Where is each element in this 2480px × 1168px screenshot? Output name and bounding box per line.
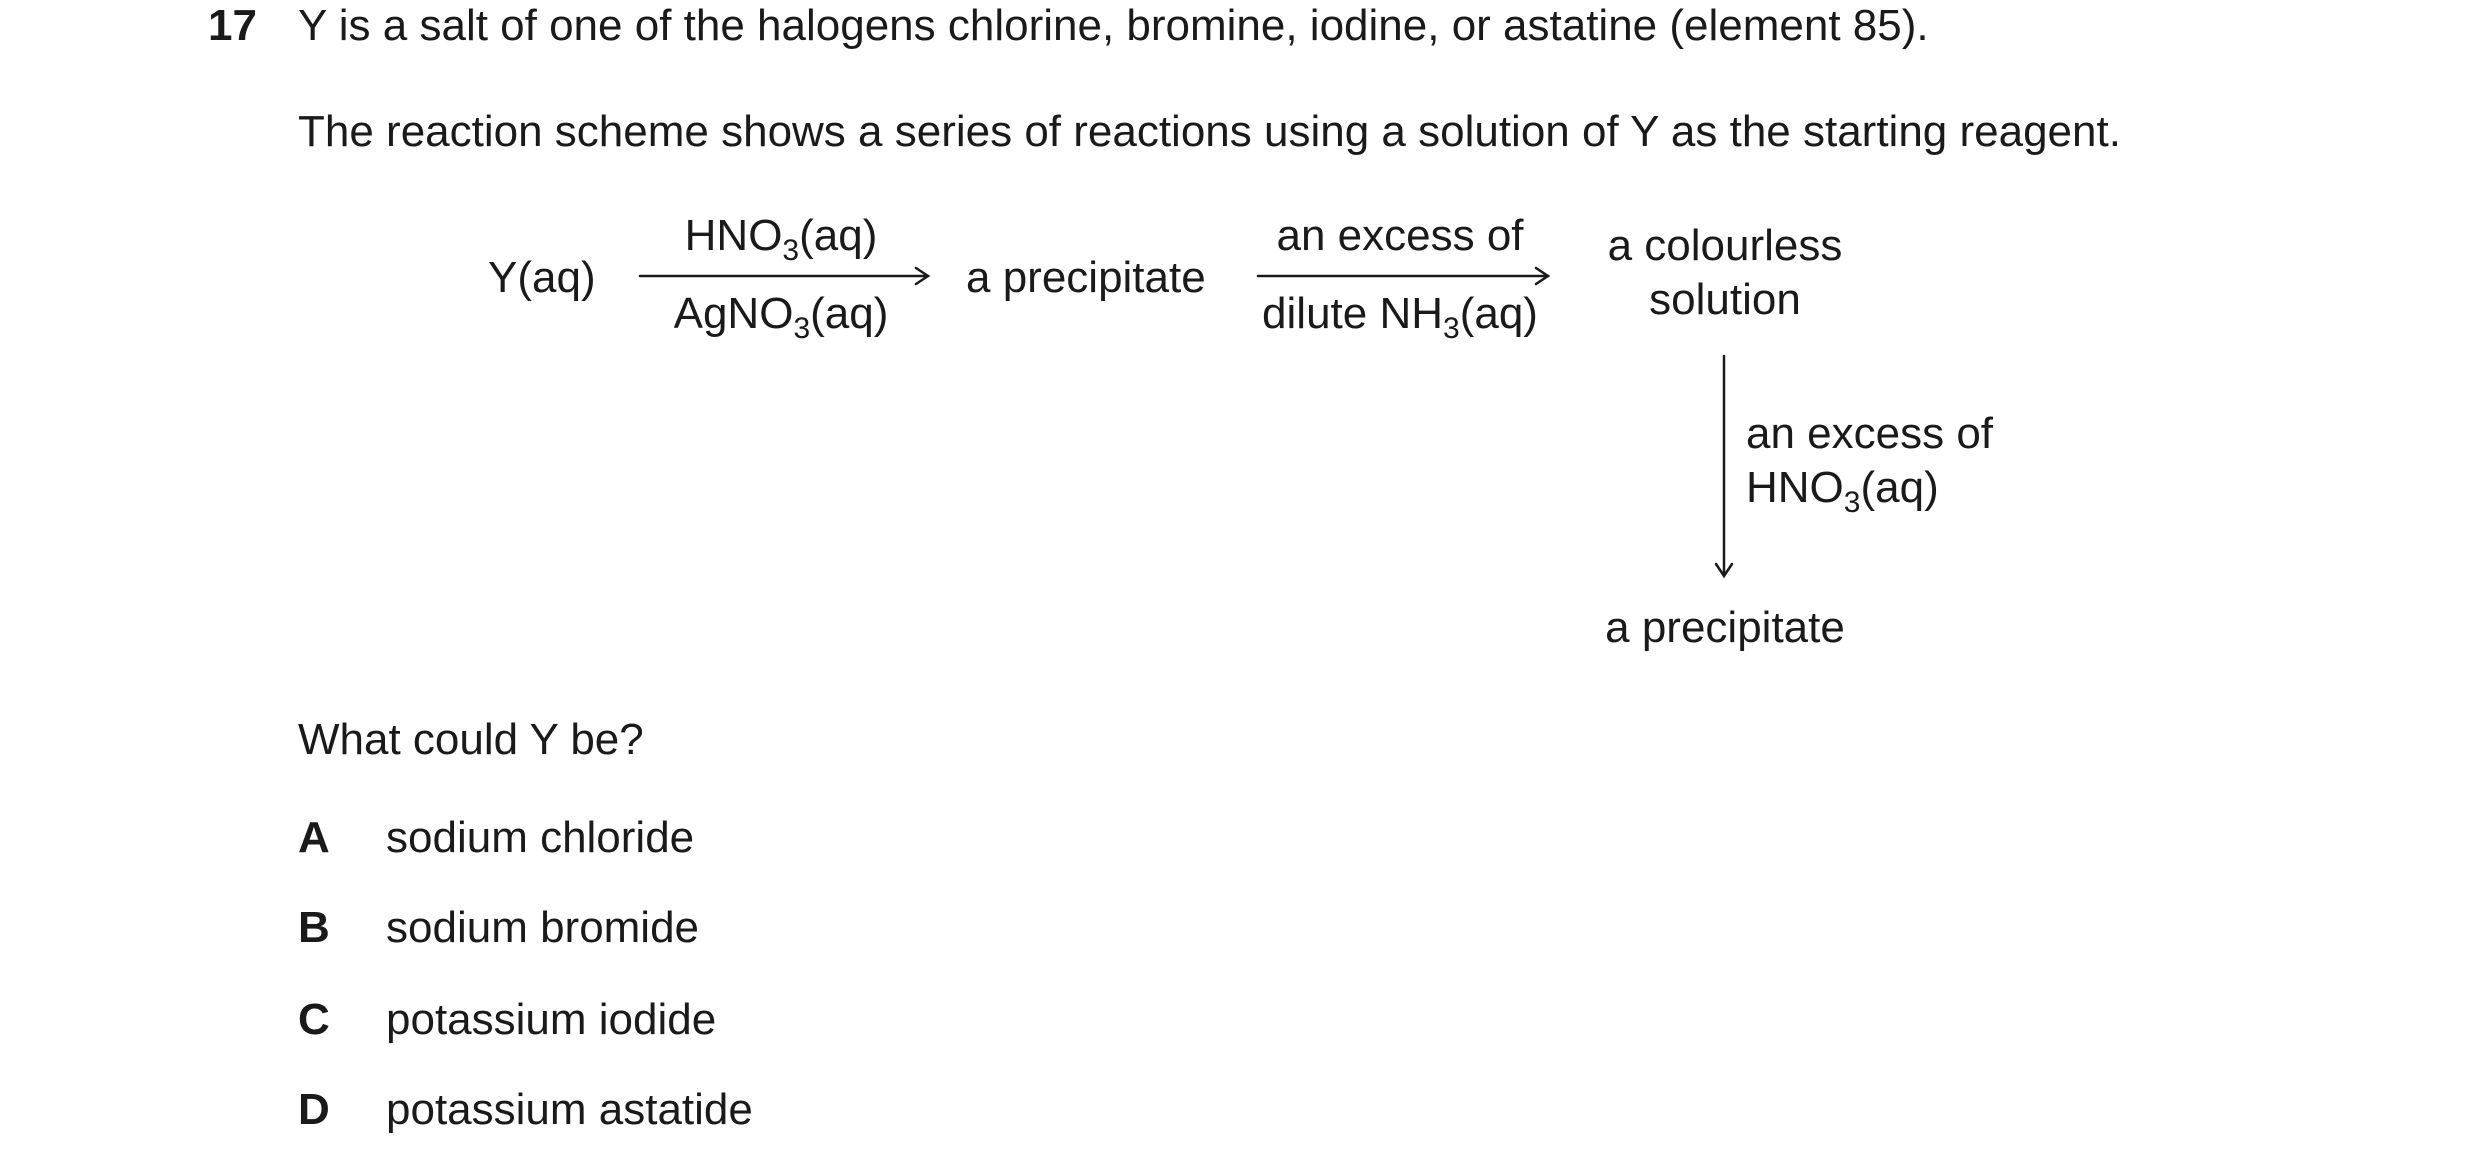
option-text: potassium astatide — [386, 1085, 753, 1134]
option-text: sodium chloride — [386, 813, 695, 862]
option-letter: B — [298, 903, 330, 952]
step1-bottom-reagent: AgNO$_3$(aq) — [673, 289, 889, 345]
step3-line1: an excess of — [1746, 409, 1994, 458]
question-intro: Y is a salt of one of the halogens chlorine, bromine, iodine, or astatine (element 85). — [298, 1, 1929, 50]
product3-precipitate: a precipitate — [1605, 603, 1845, 652]
arrow-step3 — [1716, 356, 1732, 576]
step3-line2: $HNO_3(aq)$ — [1746, 463, 1939, 519]
arrow-step1 — [640, 268, 928, 284]
product1-precipitate: a precipitate — [966, 253, 1206, 302]
arrow-step2 — [1258, 268, 1548, 284]
step1-top-reagent: $HNO_3(aq)$ — [684, 211, 878, 267]
question-number: 17 — [208, 1, 257, 50]
option-text: potassium iodide — [386, 995, 717, 1044]
product2-line2: solution — [1649, 275, 1801, 324]
step2-bottom-reagent: dilute $NH_3(aq)$ — [1262, 289, 1538, 345]
option-letter: C — [298, 995, 330, 1044]
step2-top-label: an excess of — [1276, 211, 1524, 260]
question-prompt: What could Y be? — [298, 715, 644, 764]
option-text: sodium bromide — [386, 903, 700, 952]
product2-line1: a colourless — [1607, 221, 1843, 270]
option-letter: D — [298, 1085, 330, 1134]
start-reagent: Y(aq) — [488, 253, 596, 302]
scheme-intro: The reaction scheme shows a series of reactions using a solution of Y as the starting reagent. — [298, 107, 2121, 156]
option-letter: A — [298, 813, 330, 862]
